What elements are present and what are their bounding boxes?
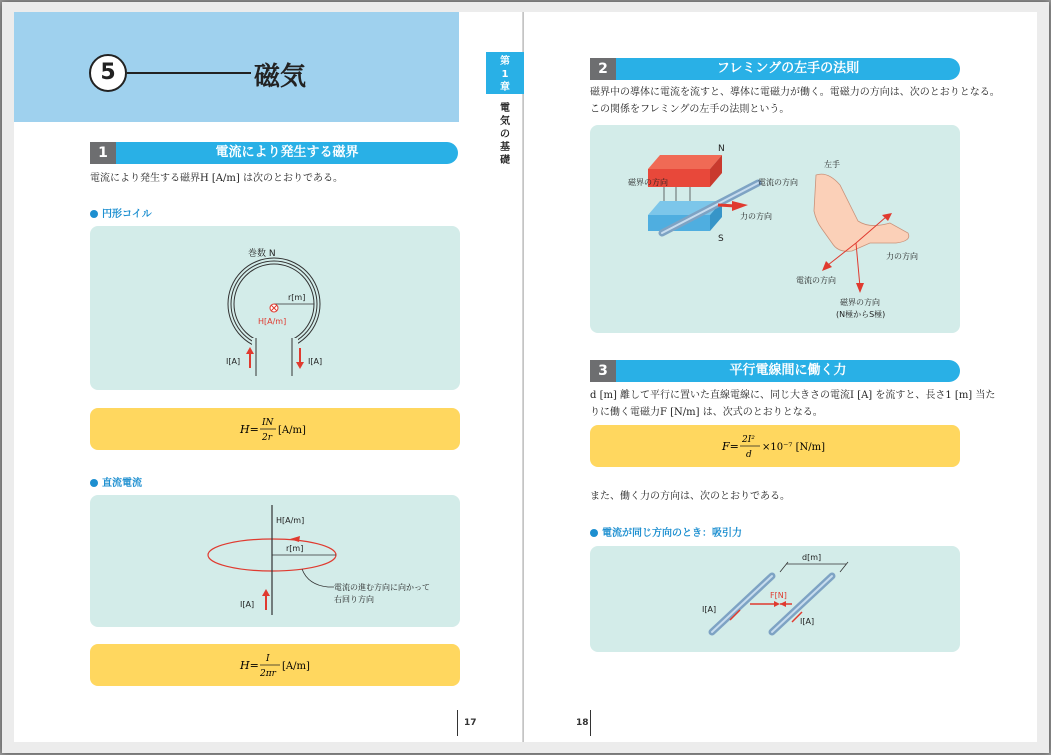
wire-formula <box>90 644 460 686</box>
coil-heading-text: 円形コイル <box>102 209 152 220</box>
chapter-rule <box>127 72 251 74</box>
magnet-s-label: S <box>718 234 724 244</box>
distance-label: d[m] <box>802 553 822 562</box>
page-number-right: 18 <box>576 718 589 728</box>
chapter-side-tab <box>486 52 524 167</box>
parallel-force-formula <box>590 425 960 467</box>
formula-denominator: d <box>746 450 752 460</box>
current-left-label: I[A] <box>226 357 241 366</box>
current-right-label: I[A] <box>308 357 323 366</box>
section-3-header <box>590 360 960 382</box>
section-3-after-text: また、働く力の方向は、次のとおりである。 <box>590 491 790 502</box>
section-3-text-line-2: りに働く電磁力F [N/m] は、次式のとおりとなる。 <box>590 407 823 418</box>
section-title: フレミングの左手の法則 <box>716 61 860 76</box>
coil-diagram-panel <box>90 226 460 390</box>
formula-denominator: 2r <box>262 433 273 443</box>
left-hand-icon <box>814 174 909 251</box>
chapter-tab-top <box>486 52 524 94</box>
current-label: I[A] <box>240 600 255 609</box>
formula-rest: ×10⁻⁷ [N/m] <box>762 442 825 453</box>
wire-heading <box>90 474 142 489</box>
formula-numerator: I <box>266 654 270 664</box>
coil-diagram <box>90 226 460 390</box>
chapter-tab-top-text: 第1章 <box>500 56 510 93</box>
callout-line-1: 電流の進む方向に向かって <box>334 583 430 592</box>
formula-numerator: IN <box>262 418 274 428</box>
formula-lhs: F= <box>722 440 739 453</box>
attract-heading-text: 電流が同じ方向のとき：吸引力 <box>602 528 742 539</box>
attract-heading <box>590 524 742 539</box>
section-2-header <box>590 58 960 80</box>
formula-lhs: H= <box>240 423 259 436</box>
fleming-diagram-panel <box>590 125 960 333</box>
wire-diagram <box>90 495 460 627</box>
fleming-diagram <box>590 125 960 333</box>
section-title: 電流により発生する磁界 <box>215 145 359 160</box>
bullet-dot-icon <box>90 479 98 487</box>
section-number: 3 <box>590 360 616 382</box>
section-1-intro: 電流により発生する磁界H [A/m] は次のとおりである。 <box>90 173 343 184</box>
hand-field-label-1: 磁界の方向 <box>840 298 880 307</box>
left-page <box>14 12 524 742</box>
bullet-dot-icon <box>90 210 98 218</box>
bullet-dot-icon <box>590 529 598 537</box>
section-2-text-line-1: 磁界中の導体に電流を流すと、導体に電磁力が働く。電磁力の方向は、次のとおりとなる。 <box>590 87 1000 98</box>
right-page <box>500 12 1037 742</box>
coil-formula <box>90 408 460 450</box>
parallel-wires-panel <box>590 546 960 652</box>
section-1-header <box>90 142 458 164</box>
callout-line-2: 右回り方向 <box>334 595 374 604</box>
section-2-text-line-2: この関係をフレミングの左手の法則という。 <box>590 104 790 115</box>
current-direction-label: 電流の方向 <box>758 178 798 187</box>
field-direction-label: 磁界の方向 <box>628 178 668 187</box>
page-rule-right <box>590 710 591 736</box>
turns-label: 巻数 N <box>248 249 276 259</box>
callout-leader <box>302 569 334 587</box>
chapter-number: 5 <box>89 54 127 92</box>
hand-force-label: 力の方向 <box>886 252 918 261</box>
chapter-tab-text <box>486 102 524 167</box>
formula-unit: [A/m] <box>282 661 310 672</box>
radius-label: r[m] <box>288 293 306 302</box>
formula-unit: [A/m] <box>278 425 306 436</box>
force-direction-label: 力の方向 <box>740 212 772 221</box>
field-label: H[A/m] <box>258 317 287 326</box>
page-number-left: 17 <box>464 718 477 728</box>
chapter-band <box>14 12 459 122</box>
magnet-n-label: N <box>718 144 725 154</box>
force-label: F[N] <box>770 591 787 600</box>
parallel-wires-diagram <box>590 546 960 652</box>
formula-lhs: H= <box>240 659 259 672</box>
radius-label: r[m] <box>286 544 304 553</box>
hand-field-label-2: (N極からS極) <box>836 310 886 319</box>
current-right-label: I[A] <box>800 617 815 626</box>
chapter-title: 磁気 <box>254 62 307 92</box>
wire-heading-text: 直流電流 <box>102 478 142 489</box>
formula-denominator: 2πr <box>260 669 276 679</box>
page-rule-left <box>457 710 458 736</box>
section-title: 平行電線間に働く力 <box>729 363 847 378</box>
hand-current-label: 電流の方向 <box>796 276 836 285</box>
section-number: 2 <box>590 58 616 80</box>
left-hand-label: 左手 <box>824 160 840 169</box>
wire-diagram-panel <box>90 495 460 627</box>
field-label: H[A/m] <box>276 516 305 525</box>
coil-heading <box>90 205 152 220</box>
current-left-label: I[A] <box>702 605 717 614</box>
chapter-tab-vertical-text: 電気の基礎 <box>500 103 510 166</box>
section-number: 1 <box>90 142 116 164</box>
coil-gap <box>252 338 298 356</box>
field-direction-arrow-icon <box>290 536 300 542</box>
formula-numerator: 2I² <box>742 435 755 445</box>
section-3-text-line-1: d [m] 離して平行に置いた直線電線に、同じ大きさの電流I [A] を流すと、長さ1 [m] 当た <box>590 390 996 401</box>
